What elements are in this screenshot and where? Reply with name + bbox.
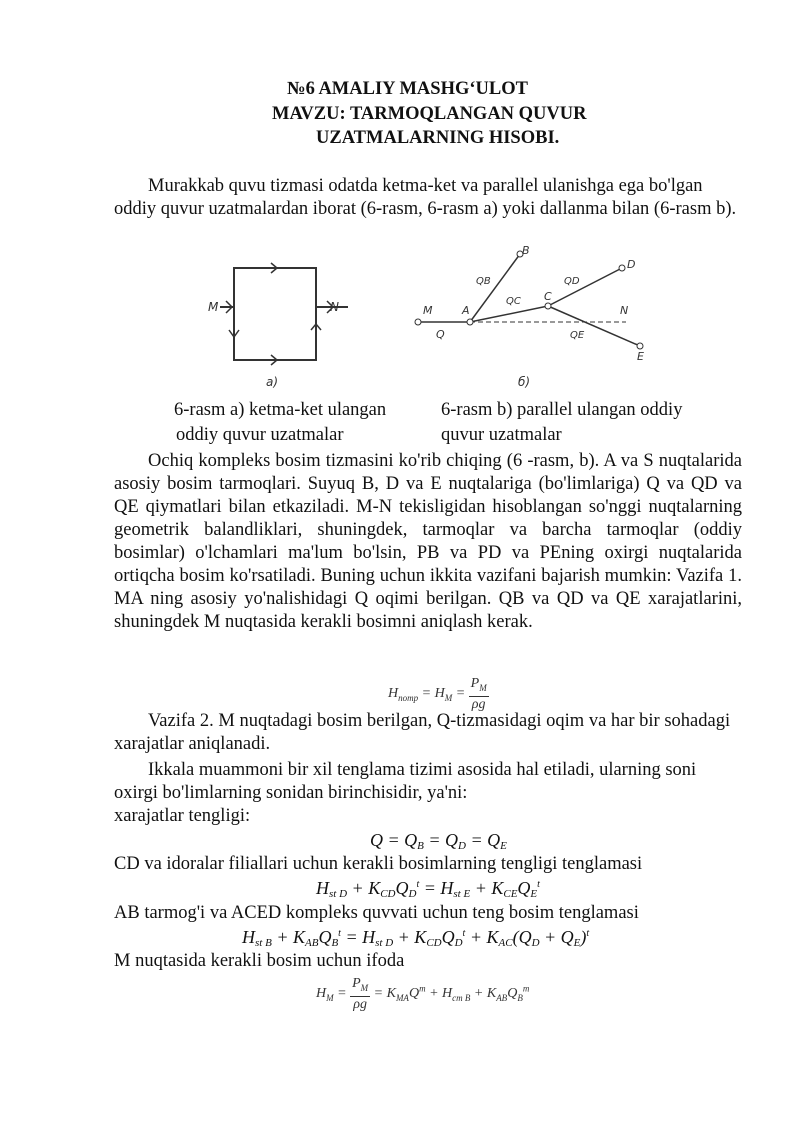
left-label-m: M [208,300,219,314]
ab-aced-head-equation: $H_{st B} + K_{AB}Q_B^t = H_{st D} + K_{CD}Q_D^t + K_{AC}(Q_D + Q_E)^t$ [242,927,590,949]
flow-equality-label: xarajatlar tengligi: [114,806,251,826]
left-sublabel: а) [266,375,279,389]
task2-paragraph: Vazifa 2. M nuqtadagi bosim berilgan, Q-tizmasidagi oqim va har bir sohadagi xarajatlar aniqlanadi. [114,711,731,754]
point-m: M [423,304,433,317]
topic-title: MAVZU: TARMOQLANGAN QUVUR [272,104,587,124]
point-b: B [522,244,530,257]
point-e: E [637,350,644,363]
pipeline-figure [0,240,800,400]
caption-left-line1: 6-rasm a) ketma-ket ulangan [174,400,387,420]
caption-right-line1: 6-rasm b) parallel ulangan oddiy [441,400,683,420]
point-d: D [627,258,636,271]
cd-branch-heading: CD va idoralar filiallari uchun kerakli bosimlarning tengligi tenglamasi [114,854,643,874]
caption-left-line2: oddiy quvur uzatmalar [176,425,344,445]
required-head-formula: $H_{потр} = H_M$ = $\frac{P_M}{\rho g}$ [388,676,487,712]
flow-qc: QC [506,296,521,307]
cd-ce-head-equation: $H_{st D} + K_{CD}Q_D^t = H_{st E} + K_{CE}Q_E^t$ [316,878,540,900]
topic-title-continued: UZATMALARNING HISOBI. [316,128,560,148]
right-sublabel: б) [518,375,531,389]
exercise-number: №6 AMALIY MASHG‘ULOT [287,79,528,99]
flow-qe: QE [570,330,585,341]
ab-aced-heading: AB tarmog'i va ACED kompleks quvvati uchun teng bosim tenglamasi [114,903,639,923]
point-m-head-formula: $H_M$ = $\frac{P_M}{\rho g}$ = $K_{MA}Q^m + H_{cm B} + K_{AB}Q_B^m$ [316,976,530,1012]
point-c: C [544,290,552,303]
point-m-heading: M nuqtasida kerakli bosim uchun ifoda [114,951,405,971]
flow-q: Q [436,328,445,341]
point-n: N [620,304,629,317]
flow-qd: QD [564,276,580,287]
branched-pipeline-diagram [415,244,644,389]
flow-equality-equation: $Q = Q_B = Q_D = Q_E$ [370,830,507,852]
flow-qb: QB [476,276,491,287]
point-a: A [462,304,470,317]
caption-right-line2: quvur uzatmalar [441,425,562,445]
problem-description-paragraph: Ochiq kompleks bosim tizmasini ko'rib chiqing (6 -rasm, b). A va S nuqtalarida asosiy bosim tarmoqlari. Suyuq B, D va E nuqtalariga (bo'limlariga) Q va QD va QE qiymatlari bilan etkaziladi. M-N tekisligidan hisoblangan so'nggi nuqtalarning geometrik balandliklari, shuningdek, tarmoqlar va barcha tarmoqlar (oddiy bosimlar) o'lchamlari ma'lum bo'lsin, PB va PD va PEning oxirgi nuqtalarida ortiqcha bosim ko'rsatiladi. Buning uchun ikkita vazifani bajarish mumkin: Vazifa 1. MA ning asosiy yo'nalishidagi Q oqimi berilgan. QB va QD va QE xarajatlarini, shuningdek M nuqtasida kerakli bosimni aniqlash kerak. [114,451,742,632]
intro-paragraph: Murakkab quvu tizmasi odatda ketma-ket va parallel ulanishga ega bo'lgan oddiy quvur uzatmalardan iborat (6-rasm, 6-rasm a) yoki dallanma bilan (6-rasm b). [114,176,737,219]
series-pipeline-diagram [208,263,348,389]
solution-paragraph: Ikkala muammoni bir xil tenglama tizimi asosida hal etiladi, ularning soni oxirgi bo'limlarning sonidan birinchisidir, ya'ni: [114,760,697,803]
left-label-n: N [330,300,339,314]
